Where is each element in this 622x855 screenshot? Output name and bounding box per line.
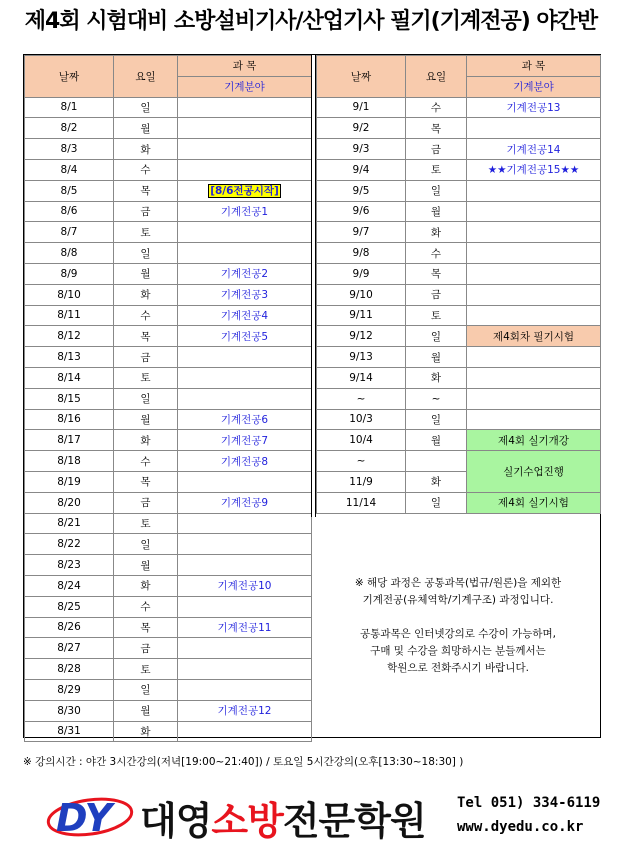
date-cell: 8/16 <box>25 409 114 430</box>
date-cell: 8/24 <box>25 575 114 596</box>
date-cell: 8/29 <box>25 679 114 700</box>
subject-cell <box>178 659 312 680</box>
day-cell: 화 <box>406 222 467 243</box>
date-cell: 8/22 <box>25 534 114 555</box>
header-field: 기계분야 <box>178 76 312 97</box>
date-cell: 8/26 <box>25 617 114 638</box>
date-cell: 8/13 <box>25 347 114 368</box>
date-cell: 9/10 <box>317 284 406 305</box>
date-cell: 8/1 <box>25 97 114 118</box>
subject-cell: 기계전공13 <box>467 97 601 118</box>
day-cell: 목 <box>114 326 178 347</box>
subject-cell <box>467 263 601 284</box>
header-date: 날짜 <box>317 56 406 98</box>
table-row <box>25 492 312 513</box>
brand-part: 학원 <box>354 799 426 843</box>
date-cell: 9/8 <box>317 243 406 264</box>
subject-cell: 기계전공3 <box>178 284 312 305</box>
header-subject: 과 목 <box>178 56 312 77</box>
day-cell: 월 <box>114 700 178 721</box>
day-cell: 일 <box>114 679 178 700</box>
header-field: 기계분야 <box>467 76 601 97</box>
date-cell: 11/14 <box>317 492 406 513</box>
subject-cell: 기계전공12 <box>178 700 312 721</box>
date-cell: 8/19 <box>25 471 114 492</box>
subject-cell <box>467 347 601 368</box>
table-row <box>25 222 312 243</box>
table-row <box>25 513 312 534</box>
schedule-table-august <box>24 55 312 742</box>
table-row <box>25 534 312 555</box>
table-row <box>317 326 601 347</box>
day-cell: 수 <box>406 97 467 118</box>
subject-cell <box>467 118 601 139</box>
day-cell: 목 <box>114 617 178 638</box>
date-cell: 8/20 <box>25 492 114 513</box>
day-cell: 화 <box>114 139 178 160</box>
day-cell: 토 <box>114 659 178 680</box>
day-cell <box>406 451 467 472</box>
date-cell: 8/21 <box>25 513 114 534</box>
day-cell: 월 <box>406 347 467 368</box>
date-cell: 8/15 <box>25 388 114 409</box>
date-cell: 8/7 <box>25 222 114 243</box>
date-cell: ~ <box>317 388 406 409</box>
table-row <box>25 575 312 596</box>
date-cell: 8/9 <box>25 263 114 284</box>
table-row <box>317 305 601 326</box>
date-cell: 8/23 <box>25 555 114 576</box>
subject-cell <box>467 305 601 326</box>
day-cell: 목 <box>406 263 467 284</box>
telephone: Tel 051) 334-6119 <box>457 795 601 811</box>
date-cell: 9/12 <box>317 326 406 347</box>
date-cell: 8/25 <box>25 596 114 617</box>
subject-cell <box>178 139 312 160</box>
date-cell: 8/30 <box>25 700 114 721</box>
subject-cell <box>467 243 601 264</box>
subject-cell <box>178 243 312 264</box>
header-day: 요일 <box>114 56 178 98</box>
date-cell: 10/4 <box>317 430 406 451</box>
date-cell: 9/1 <box>317 97 406 118</box>
table-row <box>25 700 312 721</box>
table-row <box>25 721 312 742</box>
table-row <box>25 284 312 305</box>
subject-cell <box>467 201 601 222</box>
date-cell: 8/28 <box>25 659 114 680</box>
table-row <box>25 638 312 659</box>
logo-text: DY <box>56 796 113 839</box>
day-cell: 금 <box>406 284 467 305</box>
table-row <box>25 263 312 284</box>
day-cell: 일 <box>406 180 467 201</box>
day-cell: 토 <box>406 159 467 180</box>
date-cell: 8/10 <box>25 284 114 305</box>
subject-cell: 제4회 실기시험 <box>467 492 601 513</box>
date-cell: 8/2 <box>25 118 114 139</box>
day-cell: 월 <box>114 555 178 576</box>
table-row <box>25 347 312 368</box>
table-row <box>317 451 601 472</box>
day-cell: 수 <box>114 451 178 472</box>
subject-cell: 기계전공8 <box>178 451 312 472</box>
day-cell: 수 <box>114 596 178 617</box>
note-line: 구매 및 수강을 희망하시는 분들께서는 <box>370 645 546 657</box>
table-row <box>317 180 601 201</box>
day-cell: 금 <box>114 201 178 222</box>
table-row <box>317 243 601 264</box>
date-cell: 9/6 <box>317 201 406 222</box>
day-cell: 화 <box>114 721 178 742</box>
date-cell: 9/5 <box>317 180 406 201</box>
header-day: 요일 <box>406 56 467 98</box>
day-cell: 금 <box>114 638 178 659</box>
table-row <box>25 617 312 638</box>
day-cell: 금 <box>114 347 178 368</box>
day-cell: 금 <box>406 139 467 160</box>
subject-cell: 기계전공4 <box>178 305 312 326</box>
subject-cell <box>467 388 601 409</box>
table-row <box>25 679 312 700</box>
table-row <box>317 97 601 118</box>
day-cell: 금 <box>114 492 178 513</box>
date-cell: 8/3 <box>25 139 114 160</box>
page-title: 제4회 시험대비 소방설비기사/산업기사 필기(기계전공) 야간반 <box>24 9 598 34</box>
day-cell: 수 <box>114 305 178 326</box>
day-cell: 토 <box>114 222 178 243</box>
table-row <box>25 409 312 430</box>
subject-cell <box>178 222 312 243</box>
day-cell: ~ <box>406 388 467 409</box>
table-row <box>25 326 312 347</box>
subject-cell <box>178 513 312 534</box>
subject-cell <box>467 409 601 430</box>
day-cell: 화 <box>114 430 178 451</box>
day-cell: 일 <box>114 534 178 555</box>
date-cell: 9/14 <box>317 367 406 388</box>
day-cell: 월 <box>114 409 178 430</box>
date-cell: ~ <box>317 451 406 472</box>
date-cell: 8/12 <box>25 326 114 347</box>
subject-cell <box>467 284 601 305</box>
schedule-table-september <box>316 55 601 514</box>
subject-cell <box>178 118 312 139</box>
brand-part: 전문 <box>282 799 355 843</box>
day-cell: 화 <box>406 367 467 388</box>
subject-cell <box>178 596 312 617</box>
date-cell: 8/5 <box>25 180 114 201</box>
subject-cell <box>178 159 312 180</box>
subject-cell <box>467 180 601 201</box>
table-row <box>317 159 601 180</box>
note-line: 학원으로 전화주시기 바랍니다. <box>387 662 529 674</box>
date-cell: 8/8 <box>25 243 114 264</box>
date-cell: 8/18 <box>25 451 114 472</box>
date-cell: 9/9 <box>317 263 406 284</box>
table-row <box>25 305 312 326</box>
major-start-badge: [8/6전공시작] <box>210 185 279 198</box>
table-row <box>25 180 312 201</box>
date-cell: 9/3 <box>317 139 406 160</box>
day-cell: 토 <box>114 513 178 534</box>
table-row <box>317 492 601 513</box>
subject-cell: 기계전공7 <box>178 430 312 451</box>
date-cell: 10/3 <box>317 409 406 430</box>
subject-cell: 기계전공10 <box>178 575 312 596</box>
subject-cell: 기계전공11 <box>178 617 312 638</box>
subject-cell <box>178 471 312 492</box>
table-row <box>25 159 312 180</box>
table-row <box>25 451 312 472</box>
day-cell: 토 <box>114 367 178 388</box>
note-line: 공통과목은 인터넷강의로 수강이 가능하며, <box>360 628 556 640</box>
table-row <box>317 263 601 284</box>
day-cell: 월 <box>114 118 178 139</box>
table-row <box>317 284 601 305</box>
table-row <box>25 659 312 680</box>
subject-cell <box>178 555 312 576</box>
day-cell: 토 <box>406 305 467 326</box>
table-row <box>317 201 601 222</box>
date-cell: 9/2 <box>317 118 406 139</box>
subject-cell <box>178 534 312 555</box>
brand-part: 소방 <box>211 799 283 843</box>
date-cell: 8/31 <box>25 721 114 742</box>
subject-cell <box>178 388 312 409</box>
table-row <box>317 430 601 451</box>
table-row <box>25 139 312 160</box>
day-cell: 일 <box>406 326 467 347</box>
table-row <box>317 409 601 430</box>
subject-cell <box>178 367 312 388</box>
table-row <box>25 430 312 451</box>
table-row <box>25 471 312 492</box>
subject-cell: 기계전공2 <box>178 263 312 284</box>
subject-cell: ★★기계전공15★★ <box>467 159 601 180</box>
table-row <box>317 139 601 160</box>
day-cell: 목 <box>406 118 467 139</box>
table-row <box>317 222 601 243</box>
note-line: 기계전공(유체역학/기계구조) 과정입니다. <box>362 594 554 606</box>
website: www.dyedu.co.kr <box>457 819 584 835</box>
subject-cell: 실기수업진행 <box>467 451 601 493</box>
table-row <box>25 243 312 264</box>
subject-cell: 기계전공6 <box>178 409 312 430</box>
table-row <box>25 367 312 388</box>
date-cell: 8/6 <box>25 201 114 222</box>
table-row <box>317 367 601 388</box>
lecture-time-note: ※ 강의시간 : 야간 3시간강의(저녁[19:00~21:40]) / 토요일 5시간강의(오후[13:30~18:30] ) <box>23 756 464 768</box>
date-cell: 8/14 <box>25 367 114 388</box>
day-cell: 월 <box>406 201 467 222</box>
subject-cell <box>178 347 312 368</box>
day-cell: 화 <box>114 284 178 305</box>
day-cell: 목 <box>114 180 178 201</box>
subject-cell <box>178 97 312 118</box>
day-cell: 일 <box>114 243 178 264</box>
table-row <box>25 201 312 222</box>
day-cell: 일 <box>114 388 178 409</box>
subject-cell: 기계전공14 <box>467 139 601 160</box>
brand-part: 대영 <box>140 799 212 843</box>
table-row <box>25 97 312 118</box>
day-cell: 수 <box>114 159 178 180</box>
subject-cell <box>178 721 312 742</box>
date-cell: 8/4 <box>25 159 114 180</box>
subject-cell: 기계전공5 <box>178 326 312 347</box>
day-cell: 화 <box>114 575 178 596</box>
date-cell: 11/9 <box>317 471 406 492</box>
day-cell: 수 <box>406 243 467 264</box>
date-cell: 9/4 <box>317 159 406 180</box>
subject-cell <box>467 222 601 243</box>
subject-cell: 기계전공9 <box>178 492 312 513</box>
table-row <box>25 596 312 617</box>
note-line: ※ 해당 과정은 공통과목(법규/원론)을 제외한 <box>354 577 562 589</box>
date-cell: 9/13 <box>317 347 406 368</box>
subject-cell <box>178 679 312 700</box>
day-cell: 월 <box>114 263 178 284</box>
subject-cell: 제4회 실기개강 <box>467 430 601 451</box>
day-cell: 일 <box>114 97 178 118</box>
academy-brand <box>140 790 426 845</box>
subject-cell <box>178 638 312 659</box>
date-cell: 8/17 <box>25 430 114 451</box>
date-cell: 9/11 <box>317 305 406 326</box>
date-cell: 9/7 <box>317 222 406 243</box>
subject-cell <box>178 180 312 201</box>
day-cell: 화 <box>406 471 467 492</box>
table-row <box>25 118 312 139</box>
table-row <box>317 388 601 409</box>
day-cell: 목 <box>114 471 178 492</box>
day-cell: 월 <box>406 430 467 451</box>
table-row <box>317 347 601 368</box>
date-cell: 8/11 <box>25 305 114 326</box>
day-cell: 일 <box>406 492 467 513</box>
day-cell: 일 <box>406 409 467 430</box>
header-subject: 과 목 <box>467 56 601 77</box>
subject-cell: 제4회차 필기시험 <box>467 326 601 347</box>
subject-cell: 기계전공1 <box>178 201 312 222</box>
course-note <box>316 517 600 737</box>
header-date: 날짜 <box>25 56 114 98</box>
subject-cell <box>467 367 601 388</box>
date-cell: 8/27 <box>25 638 114 659</box>
table-row <box>25 555 312 576</box>
table-row <box>317 118 601 139</box>
table-row <box>25 388 312 409</box>
